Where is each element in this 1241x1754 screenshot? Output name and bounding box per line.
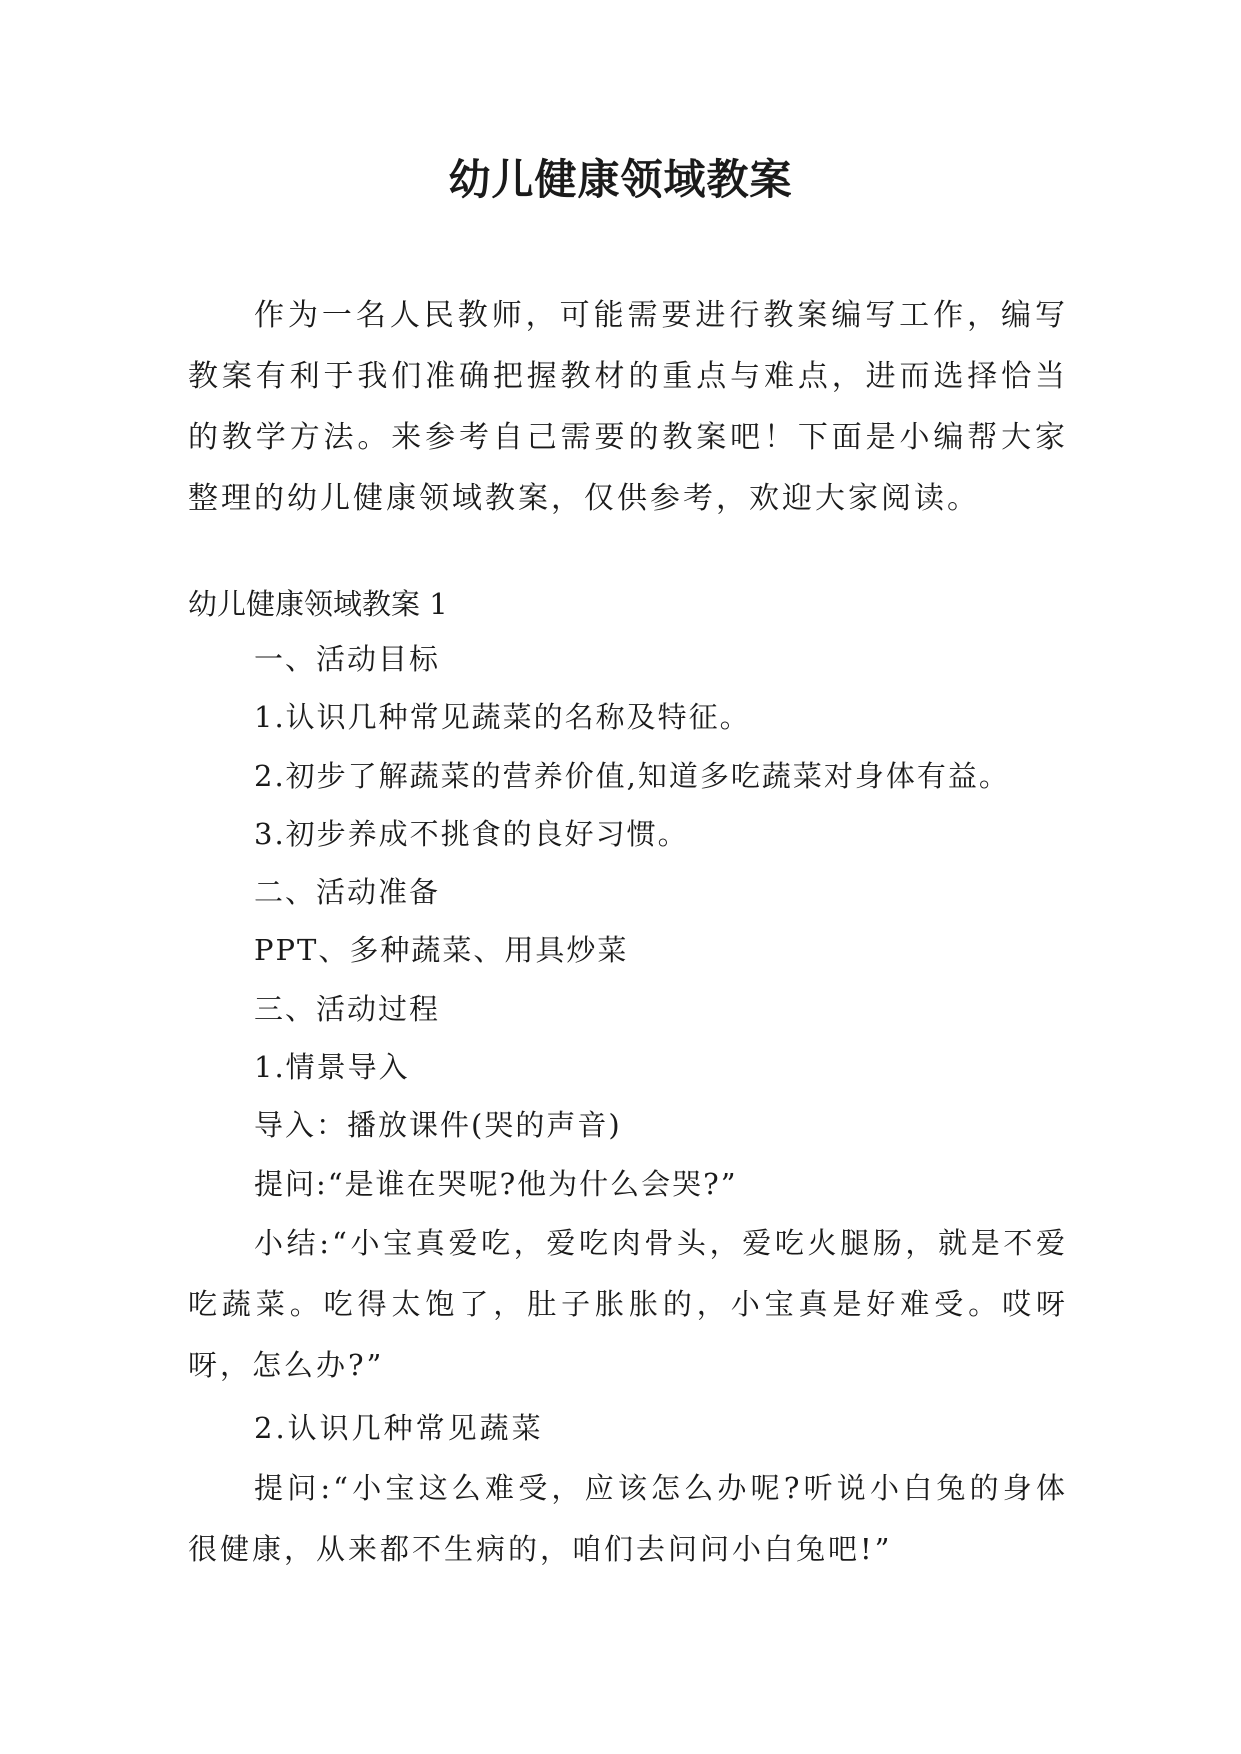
summary-paragraph: 小结:“小宝真爱吃，爱吃肉骨头，爱吃火腿肠，就是不爱吃蔬菜。吃得太饱了，肚子胀胀的，小宝真是好难受。哎呀呀，怎么办?” — [188, 1226, 1068, 1382]
step2-block — [188, 1398, 1068, 1459]
preparation-materials: PPT、多种蔬菜、用具炒菜 — [254, 933, 629, 968]
process-question-1: 提问:“是谁在哭呢?他为什么会哭?” — [254, 1166, 738, 1201]
intro-paragraph: 作为一名人民教师，可能需要进行教案编写工作，编写教案有利于我们准确把握教材的重点与难点，进而选择恰当的教学方法。来参考自己需要的教案吧！下面是小编帮大家整理的幼儿健康领域教案，仅供参考，欢迎大家阅读。 — [188, 298, 1068, 516]
heading-activity-preparation: 二、活动准备 — [254, 875, 441, 910]
lesson-lines — [188, 630, 1068, 1213]
question-paragraph: 提问:“小宝这么难受，应该怎么办呢?听说小白兔的身体很健康，从来都不生病的，咱们去问问小白兔吧!” — [188, 1471, 1068, 1566]
process-step-1: 1.情景导入 — [254, 1050, 410, 1085]
process-step-2: 2.认识几种常见蔬菜 — [254, 1411, 544, 1445]
heading-activity-goals: 一、活动目标 — [254, 642, 441, 676]
question2-block — [188, 1458, 1068, 1580]
document-title: 幼儿健康领域教案 — [448, 155, 793, 204]
summary-block — [188, 1213, 1068, 1396]
goal-item-3: 3.初步养成不挑食的良好习惯。 — [254, 816, 689, 851]
process-introduction: 导入：播放课件(哭的声音) — [254, 1108, 622, 1143]
heading-activity-process: 三、活动过程 — [254, 991, 441, 1026]
goal-item-2: 2.初步了解蔬菜的营养价值,知道多吃蔬菜对身体有益。 — [254, 758, 1010, 793]
section-heading: 幼儿健康领域教案 1 — [188, 587, 448, 621]
goal-item-1: 1.认识几种常见蔬菜的名称及特征。 — [254, 700, 751, 735]
